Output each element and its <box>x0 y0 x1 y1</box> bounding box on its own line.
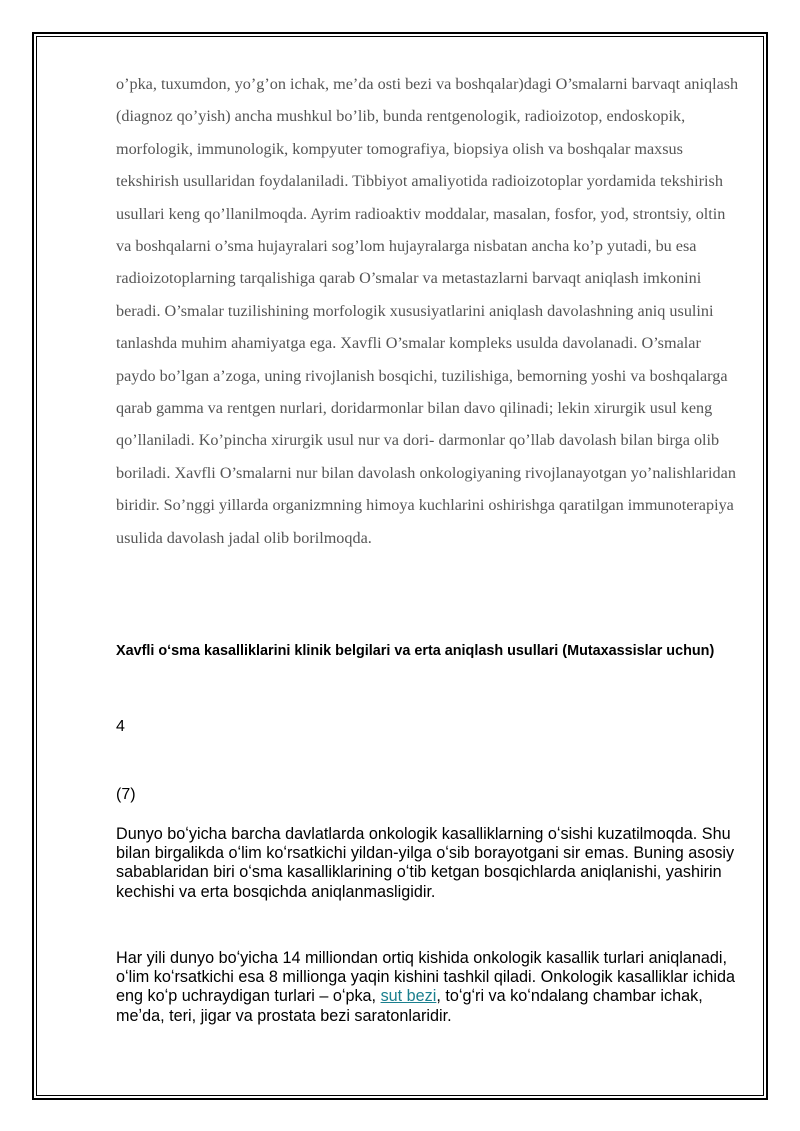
paragraph-2-text-after: , toʻgʻri va koʻndalang chambar ichak, meʼda, teri, jigar va prostata bezi saratonlaridir. <box>116 987 703 1025</box>
paragraph-2-text-before: Har yili dunyo boʻyicha 14 milliondan ortiq kishida onkologik kasallik turlari aniqlanadi, oʻlim koʻrsatkichi esa 8 millionga yaqin kishini tashkil qiladi. Onkologik kasalliklar ichida eng koʻp uchraydigan turlari – oʻpka, <box>116 949 735 1006</box>
body-paragraph: o’pka, tuxumdon, yo’g’on ichak, me’da osti bezi va boshqalar)dagi O’smalarni barvaqt aniqlash (diagnoz qo’yish) ancha mushkul bo’lib, bunda rentgenologik, radioizotop, endoskopik, morfologik, immunologik, kompyuter tomografiya, biopsiya olish va boshqalar maxsus tekshirish usullaridan foydalaniladi. Tibbiyot amaliyotida radioizotoplar yordamida tekshirish usullari keng qo’llanilmoqda. Ayrim radioaktiv moddalar, masalan, fosfor, yod, strontsiy, oltin va boshqalarni o’sma hujayralari sog’lom hujayralarga nisbatan ancha ko’p yutadi, bu esa radioizotoplarning tarqalishiga qarab O’smalar va metastazlarni barvaqt aniqlash imkonini beradi. O’smalar tuzilishining morfologik xususiyatlarini aniqlash davolashning aniq usulini tanlashda muhim ahamiyatga ega. Xavfli O’smalar kompleks usulda davolanadi. O’smalar paydo bo’lgan a’zoga, uning rivojlanish bosqichi, tuzilishiga, bemorning yoshi va boshqalarga qarab gamma va rentgen nurlari, doridarmonlar bilan davo qilinadi; lekin xirurgik usul keng qo’llaniladi. Ko’pincha xirurgik usul nur va dori- darmonlar qo’llab davolash bilan birga olib boriladi. Xavfli O’smalarni nur bilan davolash onkologiyaning rivojlanayotgan yo’nalishlaridan biridir. So’nggi yillarda organizmning himoya kuchlarini oshirishga qaratilgan immunoterapiya usulida davolash jadal olib borilmoqda. <box>116 75 739 547</box>
page-number: 4 <box>116 718 125 735</box>
section-heading: Xavfli oʻsma kasalliklarini klinik belgilari va erta aniqlash usullari (Mutaxassislar uchun) <box>116 643 715 659</box>
paragraph-2 <box>116 949 744 1026</box>
page-reference: (7) <box>116 786 136 803</box>
sut-bezi-link[interactable]: sut bezi <box>380 987 437 1006</box>
paragraph-1: Dunyo boʻyicha barcha davlatlarda onkologik kasalliklarning oʻsishi kuzatilmoqda. Shu bilan birgalikda oʻlim koʻrsatkichi yildan-yilga oʻsib borayotgani sir emas. Buning asosiy sabablaridan biri oʻsma kasalliklarining oʻtib ketgan bosqichlarda aniqlanishi, yashirin kechishi va erta bosqichda aniqlanmasligidir. <box>116 825 735 901</box>
